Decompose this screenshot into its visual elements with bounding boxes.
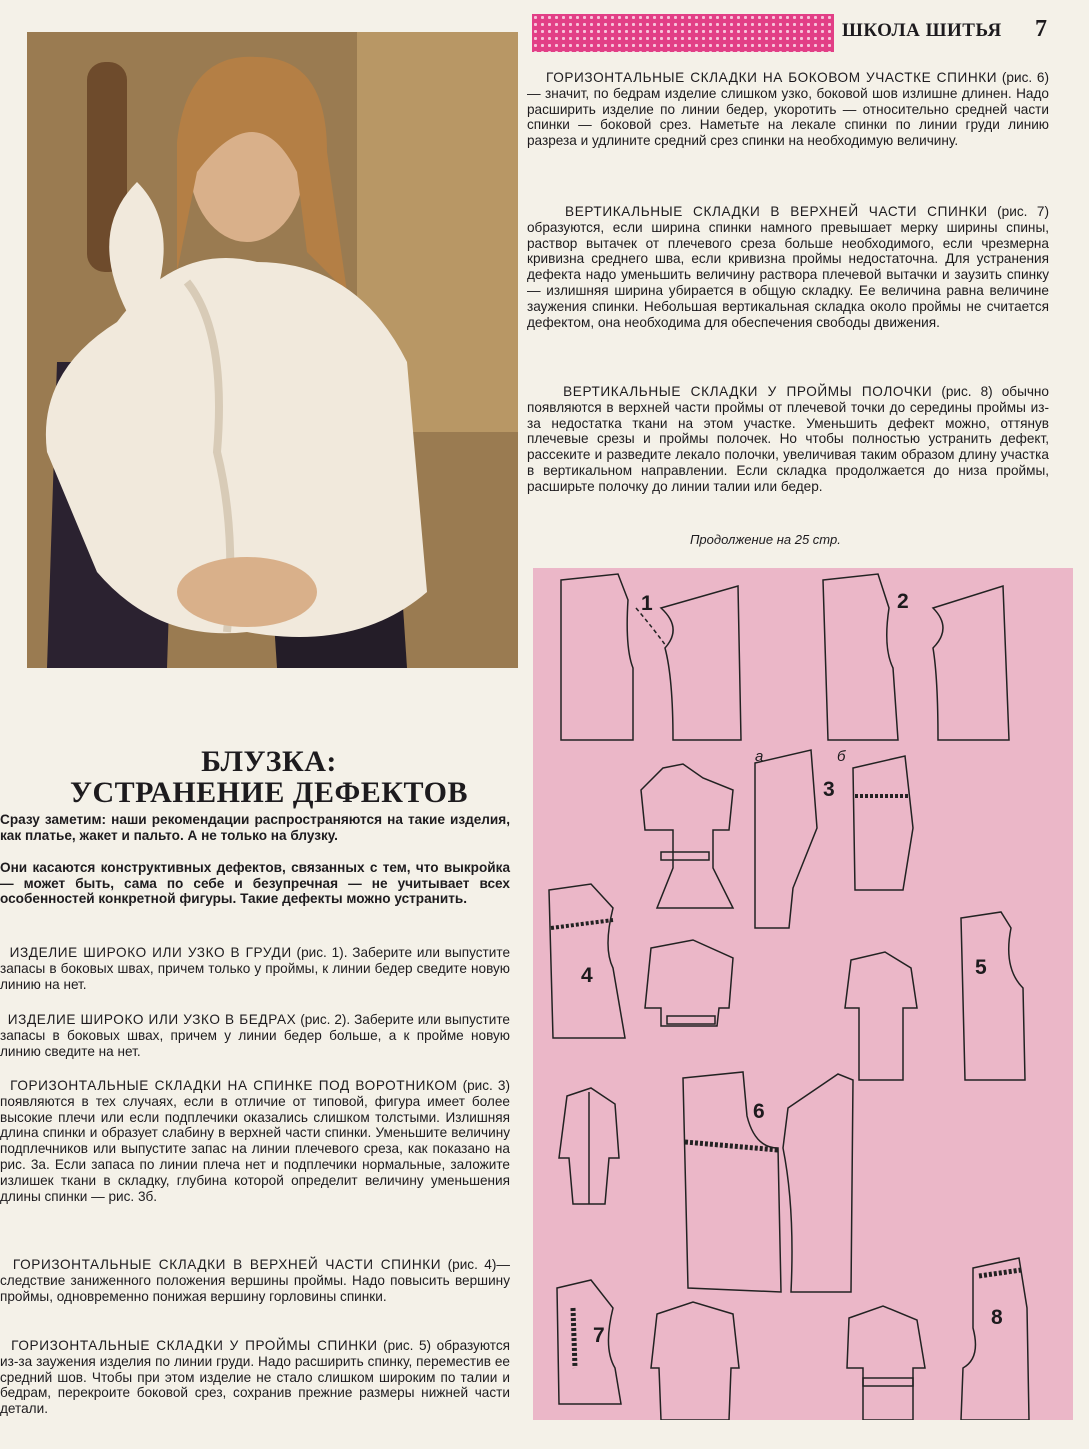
figure-sub-a: а: [755, 748, 764, 765]
article-title: [40, 746, 498, 808]
right-paragraph-3-body: (рис. 8) обычно появляются в верхней части проймы от плечевой точки до середины проймы из-за недостатка ткани на этом участке. Уменьшить дефект можно, оттянув плечевые срезы и проймы полочек. Но чтобы полностью устранить дефект, рассеките и разведите лекало полочки, увеличивая таким образом длину участка в вертикальном направлении. Если складка продолжается до низа проймы, расширьте полочку до линии талии или бедер.: [527, 384, 1049, 494]
right-paragraph-1-title: ГОРИЗОНТАЛЬНЫЕ СКЛАДКИ НА БОКОВОМ УЧАСТКЕ СПИНКИ: [546, 70, 998, 85]
figure-number-6: 6: [753, 1100, 765, 1123]
right-paragraph-3: [527, 384, 1049, 495]
left-paragraph-2-body: (рис. 2). Заберите или выпустите запасы в боковых швах, причем у линии бедер больше, а к пройме новую линию сведите на нет.: [0, 1012, 510, 1059]
left-paragraph-5-title: ГОРИЗОНТАЛЬНЫЕ СКЛАДКИ У ПРОЙМЫ СПИНКИ: [11, 1338, 378, 1353]
continued-note: Продолжение на 25 стр.: [690, 532, 841, 547]
right-paragraph-2-title: ВЕРТИКАЛЬНЫЕ СКЛАДКИ В ВЕРХНЕЙ ЧАСТИ СПИНКИ: [565, 204, 988, 219]
left-paragraph-5: [0, 1338, 510, 1417]
figure-panel: [533, 568, 1073, 1420]
figure-number-8: 8: [991, 1306, 1003, 1329]
intro-paragraph-1: Сразу заметим: наши рекомендации распространяются на такие изделия, как платье, жакет и пальто. А не только на блузку.: [0, 812, 510, 843]
left-paragraph-2: [0, 1012, 510, 1059]
figure-number-4: 4: [581, 964, 593, 987]
page-number: 7: [1035, 16, 1047, 42]
left-paragraph-3: [0, 1078, 510, 1204]
left-paragraph-1: [0, 945, 510, 992]
figure-number-1: 1: [641, 592, 653, 615]
right-paragraph-1-body: (рис. 6) — значит, по бедрам изделие слишком узко, боковой шов излишне длинен. Надо расширить изделие по линии бедер, укоротить — относительно средней части спинки — боковой срез. Наметьте на лекале спинки по линии груди линию разреза и удлините средний срез спинки на необходимую величину.: [527, 70, 1050, 149]
left-paragraph-4: [0, 1257, 510, 1304]
model-photo: [27, 32, 518, 668]
right-paragraph-3-title: ВЕРТИКАЛЬНЫЕ СКЛАДКИ У ПРОЙМЫ ПОЛОЧКИ: [563, 384, 933, 399]
article-title-line-2: УСТРАНЕНИЕ ДЕФЕКТОВ: [69, 776, 468, 809]
figure-number-5: 5: [975, 956, 987, 979]
article-title-line-1: БЛУЗКА:: [201, 745, 337, 778]
figure-sub-b: б: [837, 748, 846, 765]
section-title: ШКОЛА ШИТЬЯ: [842, 20, 1002, 41]
left-paragraph-1-body: (рис. 1). Заберите или выпустите запасы в боковых швах, причем только у проймы, к линии бедер сведите новую линию на нет.: [0, 945, 511, 992]
model-photo-icon: [27, 32, 518, 668]
left-paragraph-2-title: ИЗДЕЛИЕ ШИРОКО ИЛИ УЗКО В БЕДРАХ: [7, 1012, 297, 1027]
figure-number-2: 2: [897, 590, 909, 613]
left-paragraph-4-body: (рис. 4)— следствие заниженного положения вершины проймы. Надо повысить вершину проймы, одновременно понижая вершину горловины спинки.: [0, 1257, 510, 1304]
right-paragraph-2: [527, 204, 1049, 330]
right-paragraph-1: [527, 70, 1049, 149]
left-paragraph-4-title: ГОРИЗОНТАЛЬНЫЕ СКЛАДКИ В ВЕРХНЕЙ ЧАСТИ СПИНКИ: [12, 1257, 442, 1272]
header-dot-bar: [532, 14, 834, 52]
left-paragraph-1-title: ИЗДЕЛИЕ ШИРОКО ИЛИ УЗКО В ГРУДИ: [9, 945, 292, 960]
figure-number-3: 3: [823, 778, 835, 801]
left-paragraph-3-body: (рис. 3) появляются в тех случаях, если в отличие от типовой, фигура имеет более высокие плечи или если подплечики оказались слишком толстыми. Излишняя длина спинки и образует слабину в верхней части спинки. Уменьшите величину подплечников или выпустите запас на линии плечевого среза, как показано на рис. 3а. Если запаса по линии плеча нет и подплечики нормальные, заложите излишек ткани в складку, глубина которой определит величину уменьшения длины спинки — рис. 3б.: [0, 1078, 510, 1204]
right-paragraph-2-body: (рис. 7) образуются, если ширина спинки намного превышает мерку ширины спины, раствор вытачек от плечевого среза больше необходимого, если чрезмерна кривизна среднего шва, если кривизна проймы недостаточна. Для устранения дефекта надо уменьшить величину раствора плечевой вытачки и заузить спинку — излишняя ширина убирается в общую складку. Ее величина равна величине заужения спинки. Небольшая вертикальная складка около проймы не считается дефектом, она необходима для обеспечения свободы движения.: [527, 204, 1049, 330]
left-paragraph-3-title: ГОРИЗОНТАЛЬНЫЕ СКЛАДКИ НА СПИНКЕ ПОД ВОРОТНИКОМ: [10, 1078, 458, 1093]
pattern-drawings: [533, 568, 1073, 1420]
left-paragraph-5-body: (рис. 5) образуются из-за заужения изделия по линии груди. Надо расширить спинку, переместив ее средний шов. Чтобы при этом изделие не стало слишком широким по талии и бедрам, перекроите боковой срез, сохранив прежние размеры нижней части детали.: [0, 1338, 510, 1417]
figure-number-7: 7: [593, 1324, 605, 1347]
intro-paragraph-2: Они касаются конструктивных дефектов, связанных с тем, что выкройка — может быть, сама по себе и безупречная — не учитывает всех особенностей конкретной фигуры. Такие дефекты можно устранить.: [0, 860, 510, 907]
